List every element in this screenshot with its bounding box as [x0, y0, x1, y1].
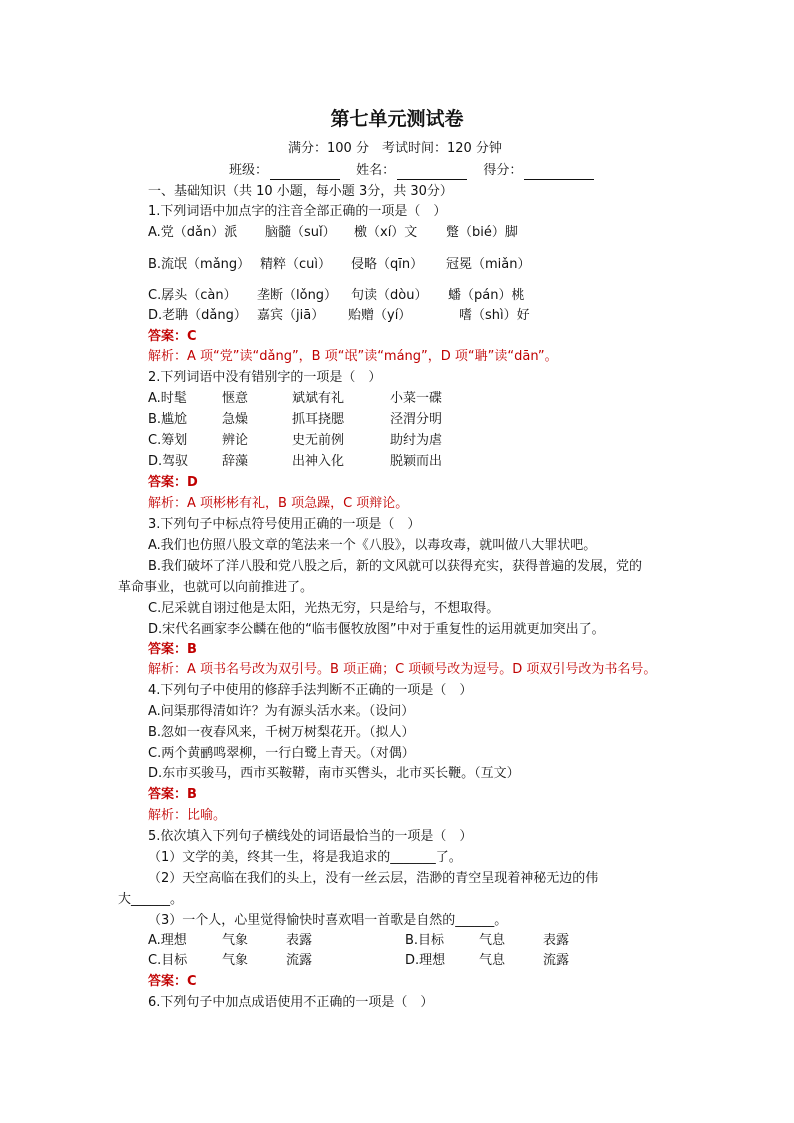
option-cell: 蟠（pán）桃 [448, 288, 525, 303]
option-cell: 脱颖而出 [390, 454, 443, 469]
option-text: C.尼采就自诩过他是太阳，光热无穷，只是给与，不想取得。 [148, 601, 500, 616]
option-text: B.我们破坏了洋八股和党八股之后，新的文风就可以获得充实，获得普遍的发展，党的 [148, 559, 643, 574]
class-blank [270, 167, 340, 180]
option-text: D.宋代名画家李公麟在他的“临韦偃牧放图”中对于重复性的运用就更加突出了。 [148, 622, 605, 637]
option-cell: 檄（xí）文 [354, 225, 418, 240]
question-stem: 4.下列句子中使用的修辞手法判断不正确的一项是（ ） [148, 683, 473, 698]
option-cell: 嗜（shì）好 [459, 308, 530, 323]
option-cell: 小菜一碟 [390, 391, 443, 406]
option-text: A.问渠那得清如许？为有源头活水来。（设问） [148, 704, 415, 719]
option-cell: 嘉宾（jiā） [257, 308, 325, 323]
name-label: 姓名： [356, 163, 396, 178]
answer-line: 答案：C [148, 329, 197, 344]
option-cell: 蹩（bié）脚 [446, 225, 518, 240]
option-cell: 表露 [286, 933, 313, 948]
option-cell: 斌斌有礼 [292, 391, 345, 406]
option-cell: D.理想 [405, 953, 446, 968]
option-cell: 泾渭分明 [390, 412, 443, 427]
option-cell: 气象 [222, 953, 249, 968]
option-cell: 史无前例 [292, 433, 345, 448]
option-cell: 抓耳挠腮 [292, 412, 345, 427]
exam-meta: 满分：100 分 考试时间：120 分钟 [288, 141, 502, 156]
answer-line: 答案：B [148, 642, 197, 657]
question-stem: 3.下列句子中标点符号使用正确的一项是（ ） [148, 517, 421, 532]
sentence-line-continued: 大______。 [118, 892, 184, 907]
option-cell: 流露 [286, 953, 313, 968]
option-cell: B.目标 [405, 933, 445, 948]
option-cell: 贻赠（yí） [348, 308, 412, 323]
answer-line: 答案：D [148, 475, 198, 490]
option-cell: 气象 [222, 933, 249, 948]
sentence-line: （1）文学的美，终其一生，将是我追求的_______了。 [148, 850, 462, 865]
option-cell: D.驾驭 [148, 454, 189, 469]
option-cell: C.筹划 [148, 433, 188, 448]
option-cell: 句读（dòu） [351, 288, 428, 303]
option-cell: D.老聃（dǎng） [148, 308, 247, 323]
option-cell: 精粹（cuì） [260, 257, 331, 272]
score-label: 得分： [483, 163, 523, 178]
analysis-line: 解析：A 项彬彬有礼，B 项急躁，C 项辩论。 [148, 496, 409, 511]
option-cell: 急燥 [222, 412, 249, 427]
option-cell: 气息 [479, 933, 506, 948]
option-cell: 助纣为虐 [390, 433, 443, 448]
option-cell: C.孱头（càn） [148, 288, 237, 303]
option-cell: 辞藻 [222, 454, 249, 469]
option-cell: B.流氓（mǎng） [148, 257, 251, 272]
option-cell: 冠冕（miǎn） [446, 257, 531, 272]
option-cell: 出神入化 [292, 454, 345, 469]
score-blank [524, 167, 594, 180]
option-cell: C.目标 [148, 953, 188, 968]
question-stem: 2.下列词语中没有错别字的一项是（ ） [148, 370, 382, 385]
analysis-line: 解析：比喻。 [148, 808, 227, 823]
section-heading: 一、基础知识（共 10 小题，每小题 3分，共 30分） [148, 184, 453, 199]
option-cell: 辨论 [222, 433, 249, 448]
option-text: A.我们也仿照八股文章的笔法来一个《八股》，以毒攻毒，就叫做八大罪状吧。 [148, 538, 597, 553]
option-text-continued: 革命事业，也就可以向前推进了。 [118, 580, 314, 595]
question-stem: 6.下列句子中加点成语使用不正确的一项是（ ） [148, 995, 434, 1010]
option-text: B.忽如一夜春风来，千树万树梨花开。（拟人） [148, 725, 415, 740]
question-stem: 1.下列词语中加点字的注音全部正确的一项是（ ） [148, 204, 447, 219]
question-stem: 5.依次填入下列句子横线处的词语最恰当的一项是（ ） [148, 829, 473, 844]
option-text: C.两个黄鹂鸣翠柳，一行白鹭上青天。（对偶） [148, 746, 415, 761]
option-cell: A.时髦 [148, 391, 187, 406]
option-cell: B.尴尬 [148, 412, 188, 427]
option-cell: 流露 [543, 953, 570, 968]
option-cell: A.党（dǎn）派 [148, 225, 238, 240]
option-cell: 气息 [479, 953, 506, 968]
option-cell: A.理想 [148, 933, 187, 948]
analysis-line: 解析：A 项书名号改为双引号。B 项正确；C 项顿号改为逗号。D 项双引号改为书名号。 [148, 662, 657, 677]
answer-line: 答案：B [148, 787, 197, 802]
option-cell: 垄断（lǒng） [257, 288, 338, 303]
option-cell: 惬意 [222, 391, 249, 406]
option-text: D.东市买骏马，西市买鞍鞯，南市买辔头，北市买长鞭。（互文） [148, 766, 520, 781]
analysis-line: 解析：A 项“党”读“dǎng”，B 项“氓”读“máng”，D 项“聃”读“dān”。 [148, 349, 558, 364]
class-label: 班级： [229, 163, 269, 178]
option-cell: 侵略（qīn） [351, 257, 424, 272]
page-title: 第七单元测试卷 [330, 108, 464, 130]
student-info-row [229, 162, 594, 180]
option-cell: 表露 [543, 933, 570, 948]
answer-line: 答案：C [148, 974, 197, 989]
option-cell: 脑髓（suǐ） [265, 225, 336, 240]
sentence-line: （2）天空高临在我们的头上，没有一丝云层，浩渺的青空呈现着神秘无边的伟 [148, 871, 599, 886]
name-blank [397, 167, 467, 180]
sentence-line: （3）一个人，心里觉得愉快时喜欢唱一首歌是自然的______。 [148, 913, 508, 928]
